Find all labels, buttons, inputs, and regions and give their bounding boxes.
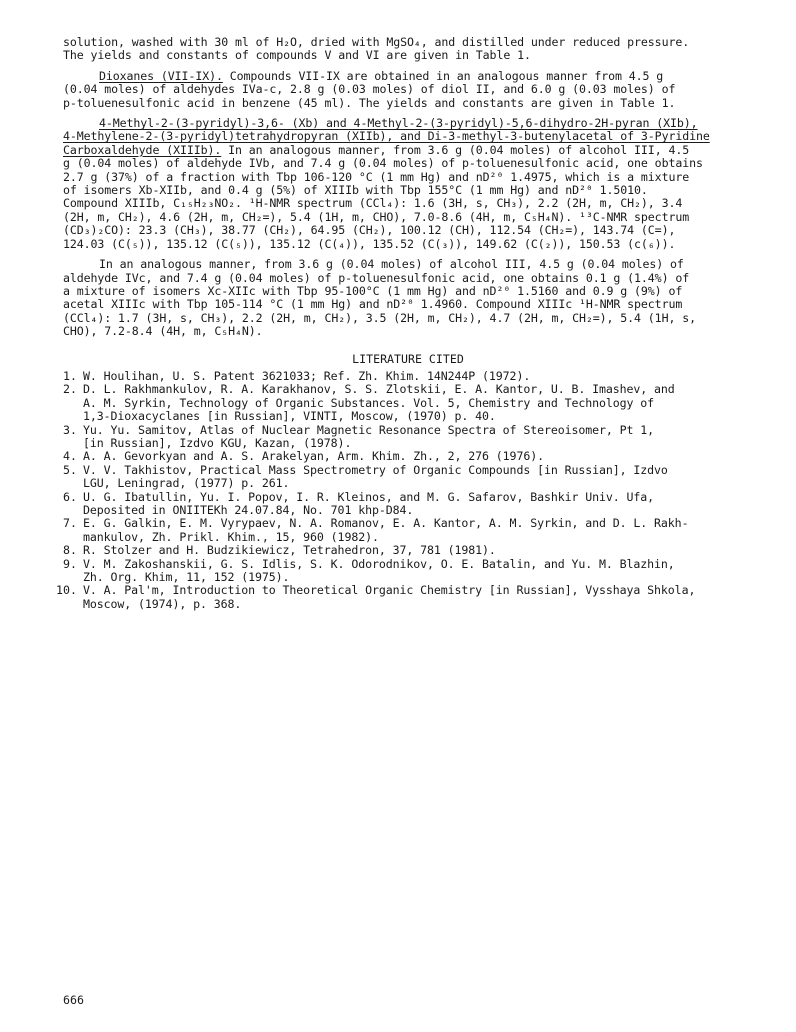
reference-line: Moscow, (1974), p. 368. <box>83 596 242 611</box>
text-line: (CD₃)₂CO): 23.3 (CH₃), 38.77 (CH₂), 64.95 (CH₂), 100.12 (CH), 112.54 (CH₂=), 143.74 (C=), <box>63 223 676 238</box>
reference-line: Yu. Yu. Samitov, Atlas of Nuclear Magnetic Resonance Spectra of Stereoisomer, Pt 1, <box>83 422 655 437</box>
text-span: Compounds VII-IX are obtained in an analogous manner from 4.5 g <box>222 68 664 83</box>
text-line <box>63 144 753 157</box>
reference-number: 1. <box>63 368 77 383</box>
reference-number: 9. <box>63 556 77 571</box>
reference-number: 7. <box>63 516 77 531</box>
reference-line: V. A. Pal'm, Introduction to Theoretical Organic Chemistry [in Russian], Vysshaya Shkola, <box>83 583 696 598</box>
reference-number: 10. <box>56 583 77 598</box>
reference-number: 3. <box>63 422 77 437</box>
reference-line: A. A. Gevorkyan and A. S. Arakelyan, Arm. Khim. Zh., 2, 276 (1976). <box>83 449 544 464</box>
reference-line: R. Stolzer and H. Budzikiewicz, Tetrahedron, 37, 781 (1981). <box>83 543 496 558</box>
reference-line: D. L. Rakhmankulov, R. A. Karakhanov, S. S. Zlotskii, E. A. Kantor, U. B. Imashev, and <box>83 382 675 397</box>
text-line: g (0.04 moles) of aldehyde IVb, and 7.4 g (0.04 moles) of p-toluenesulfonic acid, one obtains <box>63 156 703 171</box>
reference-number: 4. <box>63 449 77 464</box>
reference-line: LGU, Leningrad, (1977) p. 261. <box>83 476 290 491</box>
text-line: 2.7 g (37%) of a fraction with Tbp 106-120 °C (1 mm Hg) and nD²⁰ 1.4975, which is a mixture <box>63 169 690 184</box>
literature-title: LITERATURE CITED <box>352 351 464 366</box>
reference-line: E. G. Galkin, E. M. Vyrypaev, N. A. Romanov, E. A. Kantor, A. M. Syrkin, and D. L. Rakh- <box>83 516 689 531</box>
section-heading-line: 4-Methyl-2-(3-pyridyl)-3,6- (Xb) and 4-Methyl-2-(3-pyridyl)-5,6-dihydro-2H-pyran (XIb), <box>99 116 698 131</box>
text-line: The yields and constants of compounds V and VI are given in Table 1. <box>63 48 531 63</box>
paragraph-1 <box>63 36 753 63</box>
section-heading-dioxanes: Dioxanes (VII-IX). <box>99 68 223 83</box>
text-line: solution, washed with 30 ml of H₂O, dried with MgSO₄, and distilled under reduced pressure. <box>63 35 690 49</box>
reference-item <box>63 383 753 423</box>
page-body <box>56 35 753 611</box>
text-line: 124.03 (C(₅)), 135.12 (C(₅)), 135.12 (C(₄)), 135.52 (C(₃)), 149.62 (C(₂)), 150.53 (c(₆)). <box>63 236 676 251</box>
reference-item <box>63 424 753 451</box>
text-line: In an analogous manner, from 3.6 g (0.04 moles) of alcohol III, 4.5 g (0.04 moles) of <box>99 257 684 272</box>
section-heading-line: Carboxaldehyde (XIIIb). <box>63 142 222 157</box>
text-line: a mixture of isomers Xc-XIIc with Tbp 95-100°C (1 mm Hg) and nD²⁰ 1.5160 and 0.9 g (9%) of <box>63 283 683 298</box>
reference-item <box>63 517 753 544</box>
reference-line: W. Houlihan, U. S. Patent 3621033; Ref. Zh. Khim. 14N244P (1972). <box>83 368 531 383</box>
reference-item <box>63 491 753 518</box>
page-number: 666 <box>63 993 84 1007</box>
text-line: Compound XIIIb, C₁₅H₂₃NO₂. ¹H-NMR spectrum (CCl₄): 1.6 (3H, s, CH₃), 2.2 (2H, m, CH₂), 3.4 <box>63 196 683 211</box>
reference-number: 5. <box>63 462 77 477</box>
text-line: acetal XIIIc with Tbp 105-114 °C (1 mm Hg) and nD²⁰ 1.4960. Compound XIIIc ¹H-NMR spectrum <box>63 297 683 312</box>
text-line: (CCl₄): 1.7 (3H, s, CH₃), 2.2 (2H, m, CH₂), 3.5 (2H, m, CH₂), 4.7 (2H, m, CH₂=), 5.4 (1H, s, <box>63 310 696 325</box>
reference-item <box>63 450 753 463</box>
reference-line: A. M. Syrkin, Technology of Organic Substances. Vol. 5, Chemistry and Technology of <box>83 395 655 410</box>
text-line: (2H, m, CH₂), 4.6 (2H, m, CH₂=), 5.4 (1H, m, CHO), 7.0-8.6 (4H, m, C₅H₄N). ¹³C-NMR spectrum <box>63 209 690 224</box>
reference-item <box>63 558 753 585</box>
reference-line: mankulov, Zh. Prikl. Khim., 15, 960 (1982). <box>83 529 379 544</box>
reference-number: 6. <box>63 489 77 504</box>
paragraph-dioxanes <box>63 70 753 110</box>
text-span: In an analogous manner, from 3.6 g (0.04 moles) of alcohol III, 4.5 <box>221 142 690 157</box>
reference-line: U. G. Ibatullin, Yu. I. Popov, I. R. Kleinos, and M. G. Safarov, Bashkir Univ. Ufa, <box>83 489 655 504</box>
reference-item <box>63 464 753 491</box>
reference-list <box>56 368 753 611</box>
reference-line: 1,3-Dioxacyclanes [in Russian], VINTI, Moscow, (1970) p. 40. <box>83 409 496 424</box>
section-heading-line: 4-Methylene-2-(3-pyridyl)tetrahydropyran (XIIb), and Di-3-methyl-3-butenylacetal of 3-Pyridine <box>63 129 710 144</box>
text-line: (0.04 moles) of aldehydes IVa-c, 2.8 g (0.03 moles) of diol II, and 6.0 g (0.03 moles) of <box>63 82 676 97</box>
reference-number: 2. <box>63 382 77 397</box>
text-line <box>63 70 753 83</box>
reference-item <box>56 583 753 611</box>
text-line: of isomers Xb-XIIb, and 0.4 g (5%) of XIIIb with Tbp 155°C (1 mm Hg) and nD²⁰ 1.5010. <box>63 183 648 198</box>
reference-line: Deposited in ONIITEKh 24.07.84, No. 701 khp-D84. <box>83 503 414 517</box>
reference-number: 8. <box>63 543 77 558</box>
paragraph-pyran <box>63 117 753 251</box>
text-line: CHO), 7.2-8.4 (4H, m, C₅H₄N). <box>63 324 263 339</box>
reference-line: [in Russian], Izdvo KGU, Kazan, (1978). <box>83 435 352 450</box>
paragraph-analogous <box>63 258 753 338</box>
reference-item <box>63 370 753 383</box>
reference-line: V. V. Takhistov, Practical Mass Spectrometry of Organic Compounds [in Russian], Izdvo <box>83 462 668 477</box>
reference-line: V. M. Zakoshanskii, G. S. Idlis, S. K. Odorodnikov, O. E. Batalin, and Yu. M. Blazhin, <box>83 556 675 571</box>
text-line: aldehyde IVc, and 7.4 g (0.04 moles) of p-toluenesulfonic acid, one obtains 0.1 g (1.4%) of <box>63 270 690 285</box>
text-line: p-toluenesulfonic acid in benzene (45 ml). The yields and constants are given in Table 1. <box>63 95 676 110</box>
reference-item <box>63 544 753 557</box>
reference-line: Zh. Org. Khim, 11, 152 (1975). <box>83 570 290 585</box>
